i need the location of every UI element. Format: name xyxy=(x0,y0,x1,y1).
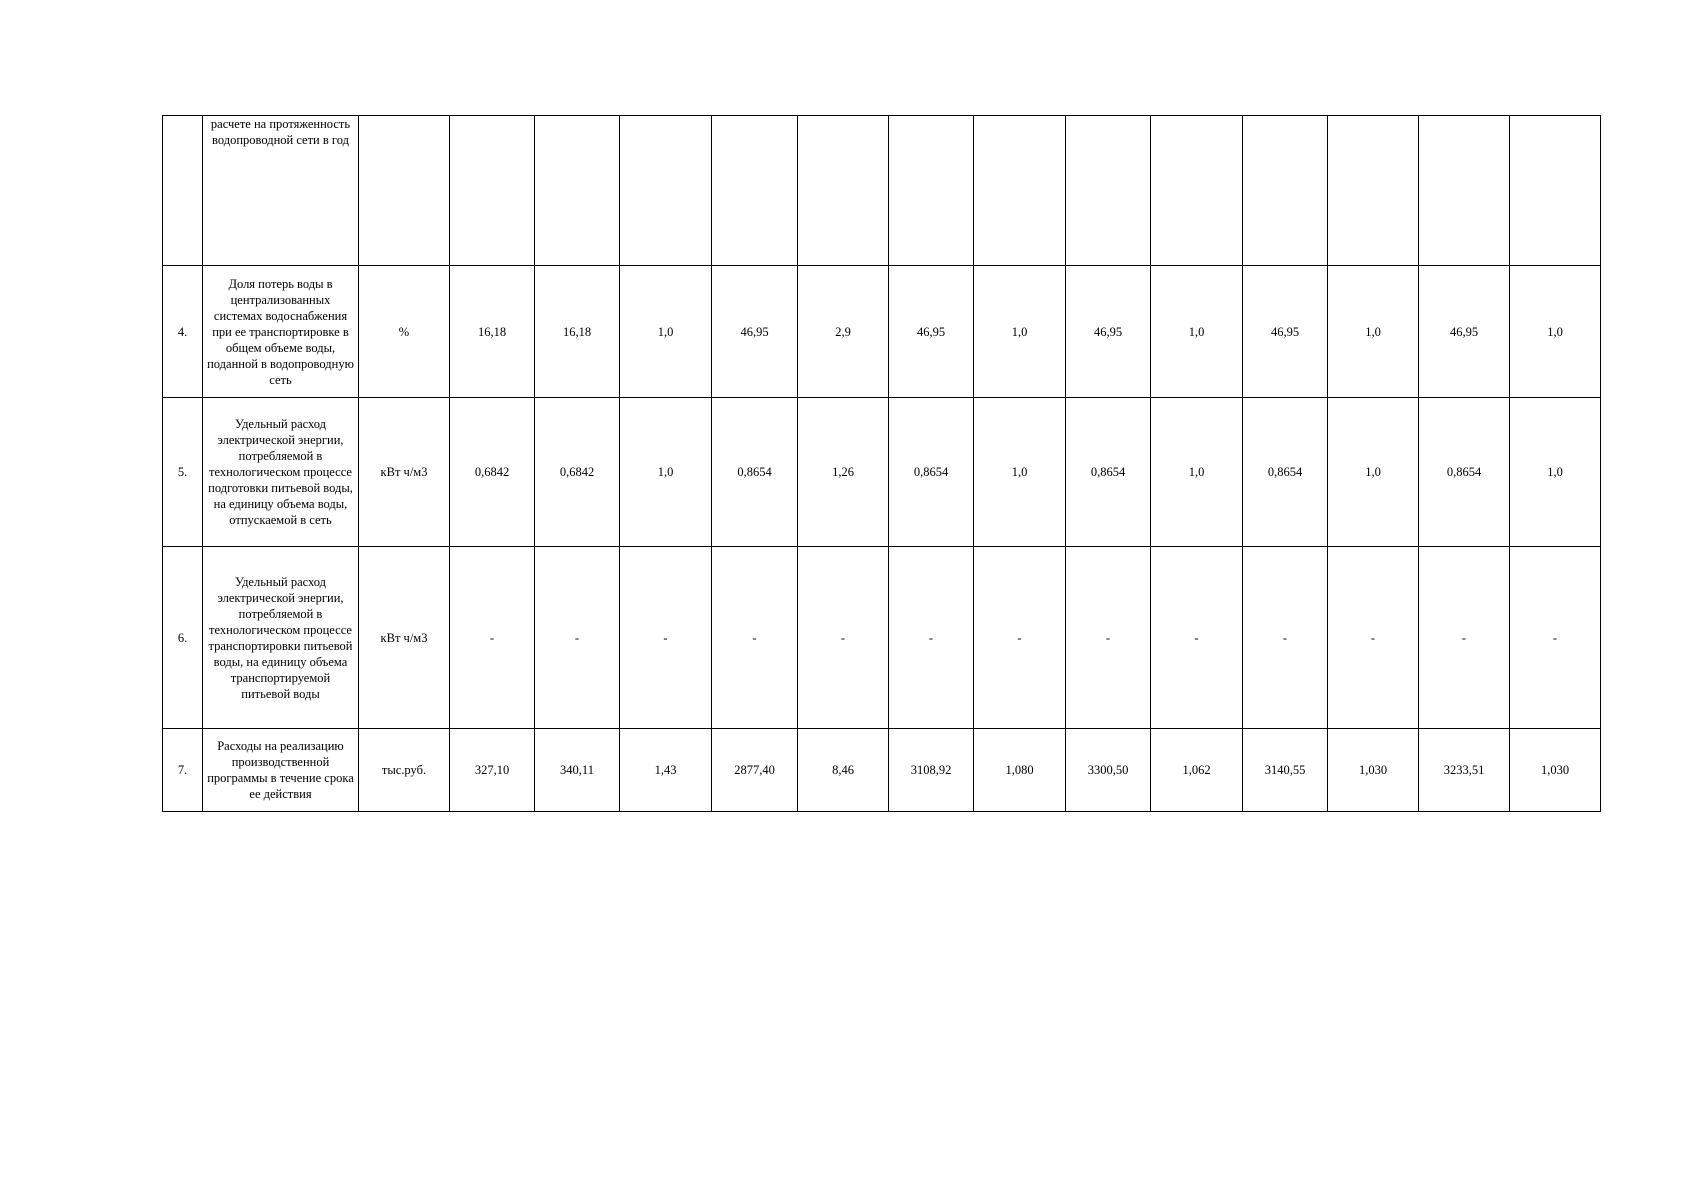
value-cell: 3300,50 xyxy=(1066,729,1151,812)
value-cell: 2877,40 xyxy=(712,729,798,812)
value-cell xyxy=(1243,116,1328,266)
value-cell: - xyxy=(1328,547,1419,729)
value-cell xyxy=(1510,116,1601,266)
value-cell: 1,030 xyxy=(1328,729,1419,812)
value-cell: 0,6842 xyxy=(535,398,620,547)
unit-cell: кВт ч/м3 xyxy=(359,398,450,547)
indicator-name xyxy=(203,266,359,398)
value-cell: - xyxy=(1243,547,1328,729)
indicator-name-text: Расходы на реализацию производственной программы в течение срока ее действия xyxy=(207,739,354,801)
value-cell: 16,18 xyxy=(535,266,620,398)
value-cell xyxy=(1328,116,1419,266)
value-cell: 1,0 xyxy=(1151,398,1243,547)
indicator-name-text: расчете на протяженность водопроводной сети в год xyxy=(210,117,351,147)
indicator-name-text: Удельный расход электрической энергии, потребляемой в технологическом процессе транспортировки питьевой воды, на единицу объема транспортируемой питьевой воды xyxy=(208,574,353,701)
table-row xyxy=(163,729,1601,812)
value-cell: - xyxy=(1066,547,1151,729)
value-cell: - xyxy=(974,547,1066,729)
indicator-name-text: Доля потерь воды в централизованных системах водоснабжения при ее транспортировке в общем объеме воды, поданной в водопроводную сеть xyxy=(207,276,354,387)
indicator-name xyxy=(203,398,359,547)
row-number: 6. xyxy=(163,547,203,729)
value-cell: 46,95 xyxy=(1419,266,1510,398)
indicator-name xyxy=(203,729,359,812)
table-row xyxy=(163,547,1601,729)
value-cell xyxy=(1151,116,1243,266)
value-cell: 1,0 xyxy=(1151,266,1243,398)
unit-cell: тыс.руб. xyxy=(359,729,450,812)
value-cell: 0,8654 xyxy=(712,398,798,547)
value-cell: 1,080 xyxy=(974,729,1066,812)
value-cell: - xyxy=(450,547,535,729)
row-number: 7. xyxy=(163,729,203,812)
value-cell: 3140,55 xyxy=(1243,729,1328,812)
value-cell: 1,062 xyxy=(1151,729,1243,812)
unit-cell: кВт ч/м3 xyxy=(359,547,450,729)
value-cell xyxy=(1066,116,1151,266)
value-cell: 0,8654 xyxy=(1066,398,1151,547)
table-row xyxy=(163,266,1601,398)
value-cell: 8,46 xyxy=(798,729,889,812)
value-cell: 1,0 xyxy=(620,266,712,398)
value-cell: - xyxy=(889,547,974,729)
value-cell xyxy=(974,116,1066,266)
value-cell: 46,95 xyxy=(712,266,798,398)
unit-cell: % xyxy=(359,266,450,398)
unit-cell xyxy=(359,116,450,266)
value-cell: - xyxy=(712,547,798,729)
value-cell: 46,95 xyxy=(1066,266,1151,398)
value-cell: - xyxy=(1151,547,1243,729)
value-cell xyxy=(450,116,535,266)
value-cell: 3233,51 xyxy=(1419,729,1510,812)
table-row xyxy=(163,398,1601,547)
value-cell: 46,95 xyxy=(1243,266,1328,398)
value-cell: 1,0 xyxy=(974,398,1066,547)
value-cell: - xyxy=(535,547,620,729)
indicator-name-text: Удельный расход электрической энергии, потребляемой в технологическом процессе подготовки питьевой воды, на единицу объема воды, отпускаемой в сеть xyxy=(208,417,353,527)
value-cell xyxy=(620,116,712,266)
value-cell: 1,26 xyxy=(798,398,889,547)
value-cell xyxy=(1419,116,1510,266)
value-cell xyxy=(889,116,974,266)
value-cell: 1,0 xyxy=(1328,398,1419,547)
value-cell xyxy=(712,116,798,266)
value-cell: 1,0 xyxy=(1510,398,1601,547)
value-cell: - xyxy=(798,547,889,729)
value-cell: 1,030 xyxy=(1510,729,1601,812)
value-cell: 3108,92 xyxy=(889,729,974,812)
value-cell: 2,9 xyxy=(798,266,889,398)
value-cell: 0,6842 xyxy=(450,398,535,547)
value-cell: 327,10 xyxy=(450,729,535,812)
indicator-name xyxy=(203,547,359,729)
value-cell: 1,0 xyxy=(1510,266,1601,398)
value-cell: 16,18 xyxy=(450,266,535,398)
value-cell: 0,8654 xyxy=(1419,398,1510,547)
value-cell: 0,8654 xyxy=(1243,398,1328,547)
value-cell xyxy=(535,116,620,266)
indicator-name xyxy=(203,116,359,266)
row-number: 4. xyxy=(163,266,203,398)
value-cell: - xyxy=(620,547,712,729)
row-number xyxy=(163,116,203,266)
value-cell: 1,0 xyxy=(620,398,712,547)
value-cell: 1,0 xyxy=(1328,266,1419,398)
value-cell: 1,43 xyxy=(620,729,712,812)
table-row xyxy=(163,116,1601,266)
value-cell: 340,11 xyxy=(535,729,620,812)
row-number: 5. xyxy=(163,398,203,547)
value-cell: 0,8654 xyxy=(889,398,974,547)
indicators-table xyxy=(162,115,1601,812)
value-cell: - xyxy=(1510,547,1601,729)
value-cell: 46,95 xyxy=(889,266,974,398)
value-cell xyxy=(798,116,889,266)
value-cell: - xyxy=(1419,547,1510,729)
value-cell: 1,0 xyxy=(974,266,1066,398)
